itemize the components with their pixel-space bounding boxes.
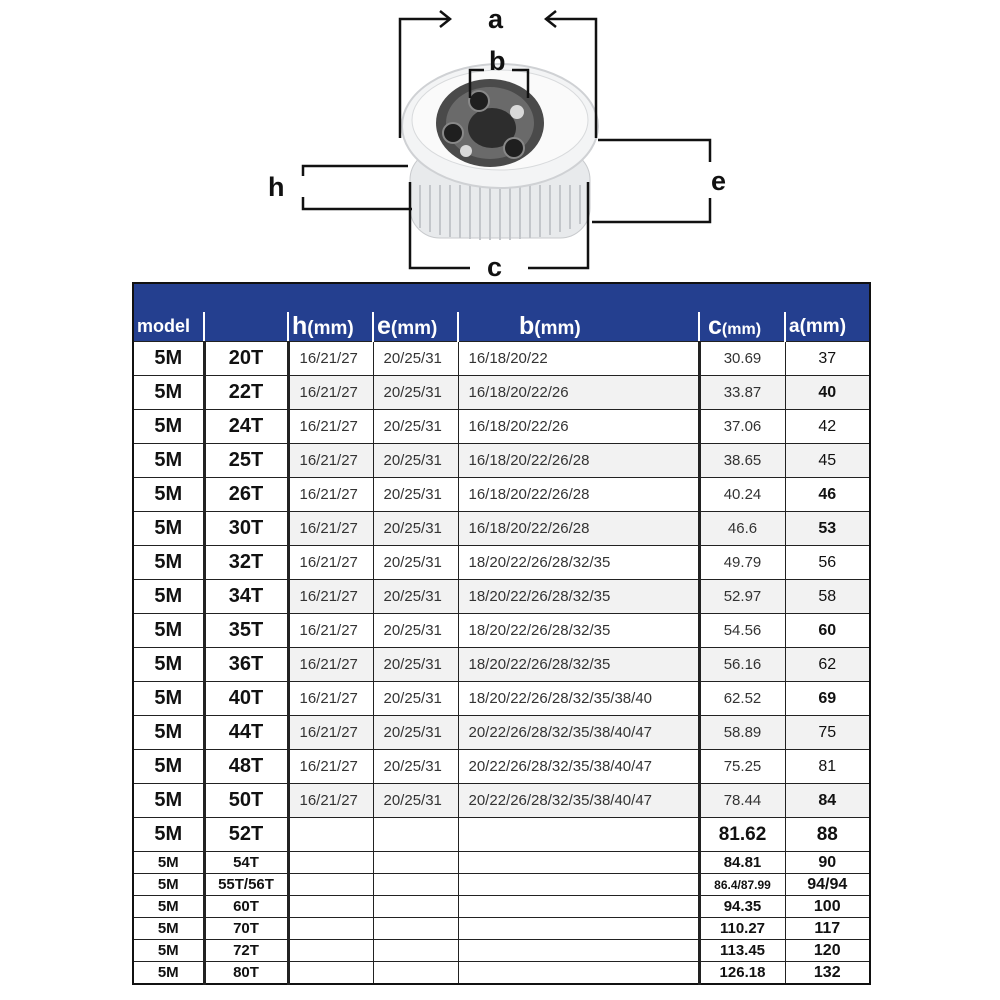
header-b: b(mm) (458, 312, 699, 342)
label-c: c (487, 252, 503, 282)
teeth-cell: 44T (204, 716, 288, 750)
e-cell (373, 918, 458, 940)
pulley-spec-table (132, 282, 871, 985)
h-cell: 16/21/27 (288, 410, 373, 444)
model-cell: 5M (133, 940, 204, 962)
model-cell: 5M (133, 478, 204, 512)
b-cell: 16/18/20/22 (458, 342, 699, 376)
b-cell: 18/20/22/26/28/32/35 (458, 614, 699, 648)
teeth-cell: 25T (204, 444, 288, 478)
c-cell: 84.81 (699, 852, 785, 874)
e-cell: 20/25/31 (373, 580, 458, 614)
a-cell: 81 (785, 750, 870, 784)
table-row (133, 410, 870, 444)
a-cell: 69 (785, 682, 870, 716)
c-cell: 30.69 (699, 342, 785, 376)
label-e: e (711, 166, 727, 196)
h-cell: 16/21/27 (288, 750, 373, 784)
e-cell: 20/25/31 (373, 342, 458, 376)
a-cell: 56 (785, 546, 870, 580)
header-h: h(mm) (288, 312, 373, 342)
model-cell: 5M (133, 852, 204, 874)
a-cell: 90 (785, 852, 870, 874)
table-row (133, 784, 870, 818)
b-cell: 18/20/22/26/28/32/35 (458, 580, 699, 614)
teeth-cell: 34T (204, 580, 288, 614)
c-cell: 62.52 (699, 682, 785, 716)
h-cell: 16/21/27 (288, 580, 373, 614)
c-cell: 81.62 (699, 818, 785, 852)
e-cell: 20/25/31 (373, 614, 458, 648)
a-cell: 45 (785, 444, 870, 478)
teeth-cell: 26T (204, 478, 288, 512)
teeth-cell: 80T (204, 962, 288, 985)
a-cell: 84 (785, 784, 870, 818)
teeth-cell: 40T (204, 682, 288, 716)
table-row (133, 896, 870, 918)
model-cell: 5M (133, 750, 204, 784)
e-cell: 20/25/31 (373, 546, 458, 580)
teeth-cell: 24T (204, 410, 288, 444)
e-cell (373, 940, 458, 962)
a-cell: 37 (785, 342, 870, 376)
b-cell (458, 962, 699, 985)
table-row (133, 444, 870, 478)
header-teeth (204, 312, 288, 342)
e-cell (373, 818, 458, 852)
b-cell: 16/18/20/22/26/28 (458, 512, 699, 546)
teeth-cell: 48T (204, 750, 288, 784)
a-cell: 60 (785, 614, 870, 648)
b-cell: 20/22/26/28/32/35/38/40/47 (458, 716, 699, 750)
model-cell: 5M (133, 784, 204, 818)
table-row (133, 716, 870, 750)
table-row (133, 376, 870, 410)
dimension-e (592, 140, 710, 222)
teeth-cell: 70T (204, 918, 288, 940)
header-row (133, 312, 870, 342)
c-cell: 38.65 (699, 444, 785, 478)
table-row (133, 750, 870, 784)
c-cell: 49.79 (699, 546, 785, 580)
teeth-cell: 54T (204, 852, 288, 874)
c-cell: 56.16 (699, 648, 785, 682)
e-cell (373, 896, 458, 918)
e-cell: 20/25/31 (373, 648, 458, 682)
model-cell: 5M (133, 546, 204, 580)
spec-table-body (133, 342, 870, 985)
table-row (133, 546, 870, 580)
c-cell: 54.56 (699, 614, 785, 648)
c-cell: 126.18 (699, 962, 785, 985)
label-a: a (488, 4, 504, 34)
a-cell: 42 (785, 410, 870, 444)
header-c: c(mm) (699, 312, 785, 342)
a-cell: 58 (785, 580, 870, 614)
c-cell: 37.06 (699, 410, 785, 444)
table-row (133, 682, 870, 716)
h-cell: 16/21/27 (288, 682, 373, 716)
c-cell: 46.6 (699, 512, 785, 546)
a-cell: 132 (785, 962, 870, 985)
b-cell: 20/22/26/28/32/35/38/40/47 (458, 784, 699, 818)
table-row (133, 648, 870, 682)
h-cell (288, 962, 373, 985)
h-cell: 16/21/27 (288, 512, 373, 546)
h-cell: 16/21/27 (288, 614, 373, 648)
a-cell: 75 (785, 716, 870, 750)
model-cell: 5M (133, 444, 204, 478)
model-cell: 5M (133, 376, 204, 410)
a-cell: 100 (785, 896, 870, 918)
header-model: model (133, 312, 204, 342)
h-cell (288, 918, 373, 940)
teeth-cell: 72T (204, 940, 288, 962)
model-cell: 5M (133, 580, 204, 614)
teeth-cell: 20T (204, 342, 288, 376)
table-row (133, 962, 870, 985)
h-cell (288, 874, 373, 896)
teeth-cell: 32T (204, 546, 288, 580)
b-cell (458, 918, 699, 940)
c-cell: 113.45 (699, 940, 785, 962)
c-cell: 94.35 (699, 896, 785, 918)
b-cell: 18/20/22/26/28/32/35/38/40 (458, 682, 699, 716)
model-cell: 5M (133, 342, 204, 376)
table-row (133, 614, 870, 648)
e-cell (373, 874, 458, 896)
table-row (133, 852, 870, 874)
h-cell (288, 818, 373, 852)
label-h: h (268, 172, 285, 202)
a-cell: 46 (785, 478, 870, 512)
b-cell (458, 874, 699, 896)
a-cell: 117 (785, 918, 870, 940)
b-cell: 18/20/22/26/28/32/35 (458, 648, 699, 682)
e-cell: 20/25/31 (373, 444, 458, 478)
a-cell: 120 (785, 940, 870, 962)
c-cell: 86.4/87.99 (699, 874, 785, 896)
teeth-cell: 55T/56T (204, 874, 288, 896)
c-cell: 110.27 (699, 918, 785, 940)
dimension-h (303, 166, 412, 209)
table-row (133, 818, 870, 852)
model-cell: 5M (133, 818, 204, 852)
h-cell: 16/21/27 (288, 716, 373, 750)
model-cell: 5M (133, 962, 204, 985)
teeth-cell: 50T (204, 784, 288, 818)
pulley-illustration (402, 64, 598, 240)
header-e: e(mm) (373, 312, 458, 342)
model-cell: 5M (133, 716, 204, 750)
h-cell: 16/21/27 (288, 478, 373, 512)
model-cell: 5M (133, 614, 204, 648)
table-row (133, 918, 870, 940)
model-cell: 5M (133, 918, 204, 940)
teeth-cell: 35T (204, 614, 288, 648)
table-row (133, 342, 870, 376)
a-cell: 53 (785, 512, 870, 546)
e-cell (373, 852, 458, 874)
b-cell: 16/18/20/22/26/28 (458, 444, 699, 478)
teeth-cell: 30T (204, 512, 288, 546)
h-cell: 16/21/27 (288, 648, 373, 682)
model-cell: 5M (133, 874, 204, 896)
a-cell: 40 (785, 376, 870, 410)
h-cell (288, 940, 373, 962)
teeth-cell: 60T (204, 896, 288, 918)
b-cell: 18/20/22/26/28/32/35 (458, 546, 699, 580)
c-cell: 75.25 (699, 750, 785, 784)
e-cell: 20/25/31 (373, 478, 458, 512)
teeth-cell: 36T (204, 648, 288, 682)
model-cell: 5M (133, 896, 204, 918)
e-cell: 20/25/31 (373, 512, 458, 546)
pulley-dimension-diagram (0, 0, 1000, 282)
e-cell (373, 962, 458, 985)
c-cell: 58.89 (699, 716, 785, 750)
a-cell: 62 (785, 648, 870, 682)
b-cell: 20/22/26/28/32/35/38/40/47 (458, 750, 699, 784)
b-cell: 16/18/20/22/26 (458, 376, 699, 410)
e-cell: 20/25/31 (373, 750, 458, 784)
e-cell: 20/25/31 (373, 376, 458, 410)
h-cell: 16/21/27 (288, 546, 373, 580)
model-cell: 5M (133, 682, 204, 716)
model-cell: 5M (133, 648, 204, 682)
table-row (133, 512, 870, 546)
model-cell: 5M (133, 410, 204, 444)
b-cell (458, 940, 699, 962)
header-a: a(mm) (785, 312, 870, 342)
h-cell: 16/21/27 (288, 444, 373, 478)
teeth-cell: 22T (204, 376, 288, 410)
b-cell (458, 896, 699, 918)
h-cell: 16/21/27 (288, 342, 373, 376)
e-cell: 20/25/31 (373, 784, 458, 818)
c-cell: 52.97 (699, 580, 785, 614)
a-cell: 88 (785, 818, 870, 852)
c-cell: 78.44 (699, 784, 785, 818)
e-cell: 20/25/31 (373, 716, 458, 750)
b-cell (458, 852, 699, 874)
h-cell (288, 896, 373, 918)
a-cell: 94/94 (785, 874, 870, 896)
header-band (133, 283, 870, 312)
table-row (133, 478, 870, 512)
teeth-cell: 52T (204, 818, 288, 852)
e-cell: 20/25/31 (373, 682, 458, 716)
h-cell (288, 852, 373, 874)
c-cell: 33.87 (699, 376, 785, 410)
h-cell: 16/21/27 (288, 784, 373, 818)
table-row (133, 874, 870, 896)
table-row (133, 580, 870, 614)
h-cell: 16/21/27 (288, 376, 373, 410)
e-cell: 20/25/31 (373, 410, 458, 444)
b-cell (458, 818, 699, 852)
table-row (133, 940, 870, 962)
b-cell: 16/18/20/22/26/28 (458, 478, 699, 512)
label-b: b (489, 46, 506, 76)
c-cell: 40.24 (699, 478, 785, 512)
b-cell: 16/18/20/22/26 (458, 410, 699, 444)
model-cell: 5M (133, 512, 204, 546)
